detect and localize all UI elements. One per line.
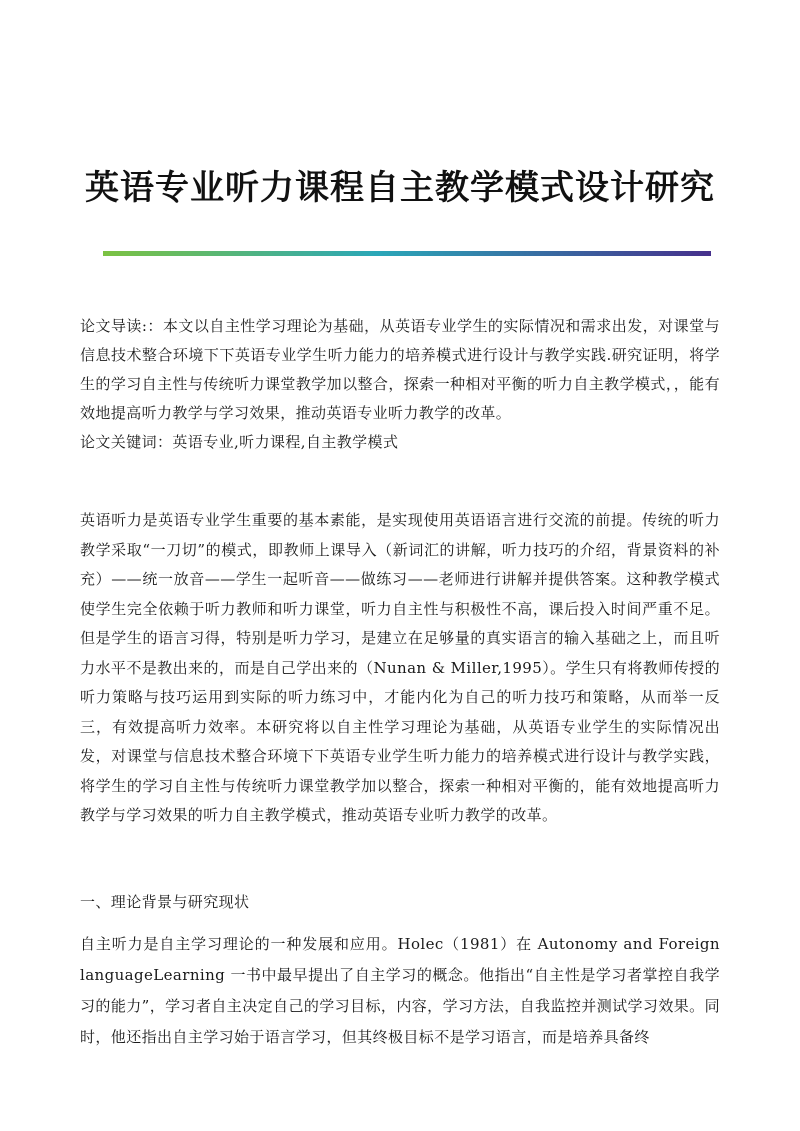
abstract-block [80, 312, 720, 457]
body-paragraph-2: 自主听力是自主学习理论的一种发展和应用。Holec（1981）在 Autonomy and Foreign languageLearning 一书中最早提出了自主学习的概念。他指出“自主性是学习者掌控自我学习的能力”，学习者自主决定自己的学习目标，内容，学习方法，自我监控并测试学习效果。同时，他还指出自主学习始于语言学习，但其终极目标不是学习语言，而是培养具备终 [80, 935, 720, 1046]
keywords-text: 论文关键词：英语专业,听力课程,自主教学模式 [80, 433, 399, 451]
body-block [80, 506, 720, 831]
document-title: 英语专业听力课程自主教学模式设计研究 [85, 168, 715, 208]
body-paragraph-1: 英语听力是英语专业学生重要的基本素能，是实现使用英语语言进行交流的前提。传统的听力教学采取“一刀切”的模式，即教师上课导入（新词汇的讲解，听力技巧的介绍，背景资料的补充）——统一放音——学生一起听音——做练习——老师进行讲解并提供答案。这种教学模式使学生完全依赖于听力教师和听力课堂，听力自主性与积极性不高，课后投入时间严重不足。但是学生的语言习得，特别是听力学习，是建立在足够量的真实语言的输入基础之上，而且听力水平不是教出来的，而是自己学出来的（Nunan & Miller,1995）。学生只有将教师传授的听力策略与技巧运用到实际的听力练习中，才能内化为自己的听力技巧和策略，从而举一反三，有效提高听力效率。本研究将以自主性学习理论为基础，从英语专业学生的实际情况出发，对课堂与信息技术整合环境下下英语专业学生听力能力的培养模式进行设计与教学实践，将学生的学习自主性与传统听力课堂教学加以整合，探索一种相对平衡的，能有效地提高听力教学与学习效果的听力自主教学模式，推动英语专业听力教学的改革。 [80, 511, 720, 824]
section-heading: 一、理论背景与研究现状 [80, 893, 250, 911]
body-block-2 [80, 929, 720, 1053]
title-divider [103, 251, 711, 256]
abstract-text: 论文导读:：本文以自主性学习理论为基础，从英语专业学生的实际情况和需求出发，对课堂与信息技术整合环境下下英语专业学生听力能力的培养模式进行设计与教学实践.研究证明，将学生的学习自主性与传统听力课堂教学加以整合，探索一种相对平衡的听力自主教学模式，，能有效地提高听力教学与学习效果，推动英语专业听力教学的改革。 [80, 317, 720, 422]
